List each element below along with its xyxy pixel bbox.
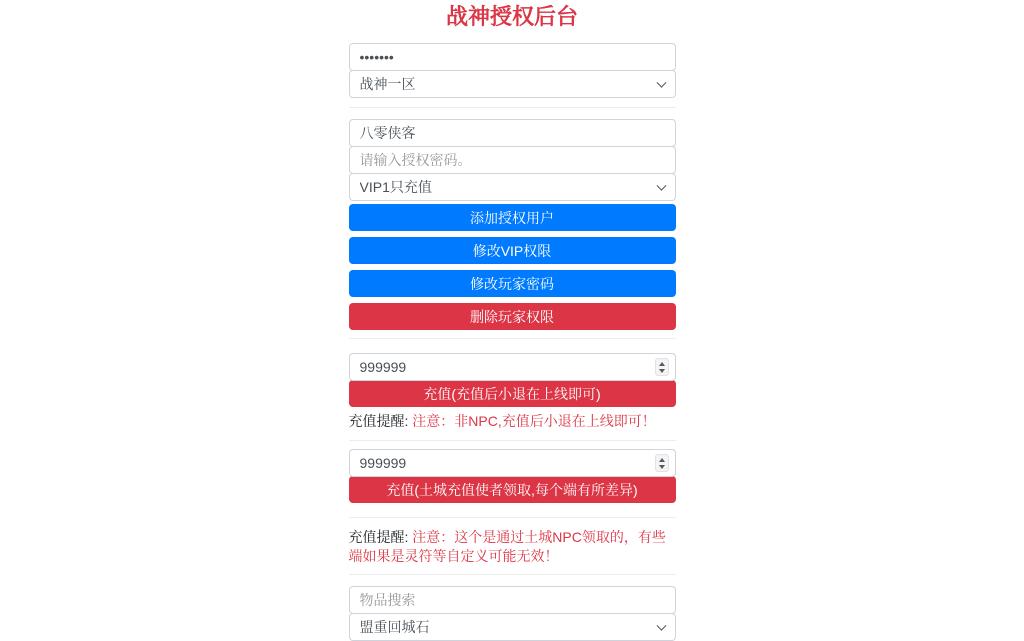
modify-player-password-button[interactable]: 修改玩家密码 [349, 270, 676, 297]
reminder-label: 充值提醒: [348, 529, 409, 546]
divider [349, 517, 676, 518]
zone-select-wrap [349, 70, 676, 98]
delete-player-permission-button[interactable]: 删除玩家权限 [349, 303, 676, 330]
stepper-up-icon[interactable] [659, 458, 665, 462]
reminder-text: 注意：非NPC,充值后小退在上线即可！ [412, 413, 656, 430]
recharge-npc-reminder [349, 528, 676, 566]
recharge-online-button[interactable]: 充值(充值后小退在上线即可) [349, 380, 676, 407]
number-stepper[interactable] [655, 358, 669, 376]
zone-select[interactable] [349, 70, 676, 98]
username-input[interactable] [349, 119, 676, 147]
page-title: 战神授权后台 [445, 4, 578, 29]
number-stepper[interactable] [655, 454, 669, 472]
main-form [349, 4, 676, 641]
divider [349, 338, 676, 339]
divider [349, 574, 676, 575]
recharge-online-amount-input[interactable] [349, 353, 676, 381]
divider [349, 107, 676, 108]
item-select[interactable] [349, 613, 676, 641]
stepper-down-icon[interactable] [659, 369, 665, 373]
reminder-text: 注意：这个是通过土城NPC领取的，有些端如果是灵符等自定义可能无效！ [348, 529, 666, 565]
item-select-wrap [349, 613, 676, 641]
recharge-npc-button[interactable]: 充值(土城充值使者领取,每个端有所差异) [349, 476, 676, 503]
reminder-label: 充值提醒: [348, 413, 409, 430]
item-search-input[interactable] [349, 586, 676, 614]
recharge-online-reminder [349, 412, 676, 431]
modify-vip-button[interactable]: 修改VIP权限 [349, 237, 676, 264]
recharge-online-amount-wrap [349, 353, 676, 381]
add-auth-user-button[interactable]: 添加授权用户 [349, 204, 676, 231]
recharge-npc-amount-input[interactable] [349, 449, 676, 477]
admin-password-input[interactable] [349, 43, 676, 71]
auth-password-input[interactable] [349, 146, 676, 174]
vip-select-wrap [349, 173, 676, 201]
recharge-npc-amount-wrap [349, 449, 676, 477]
vip-select[interactable] [349, 173, 676, 201]
stepper-down-icon[interactable] [659, 465, 665, 469]
stepper-up-icon[interactable] [659, 362, 665, 366]
divider [349, 440, 676, 441]
